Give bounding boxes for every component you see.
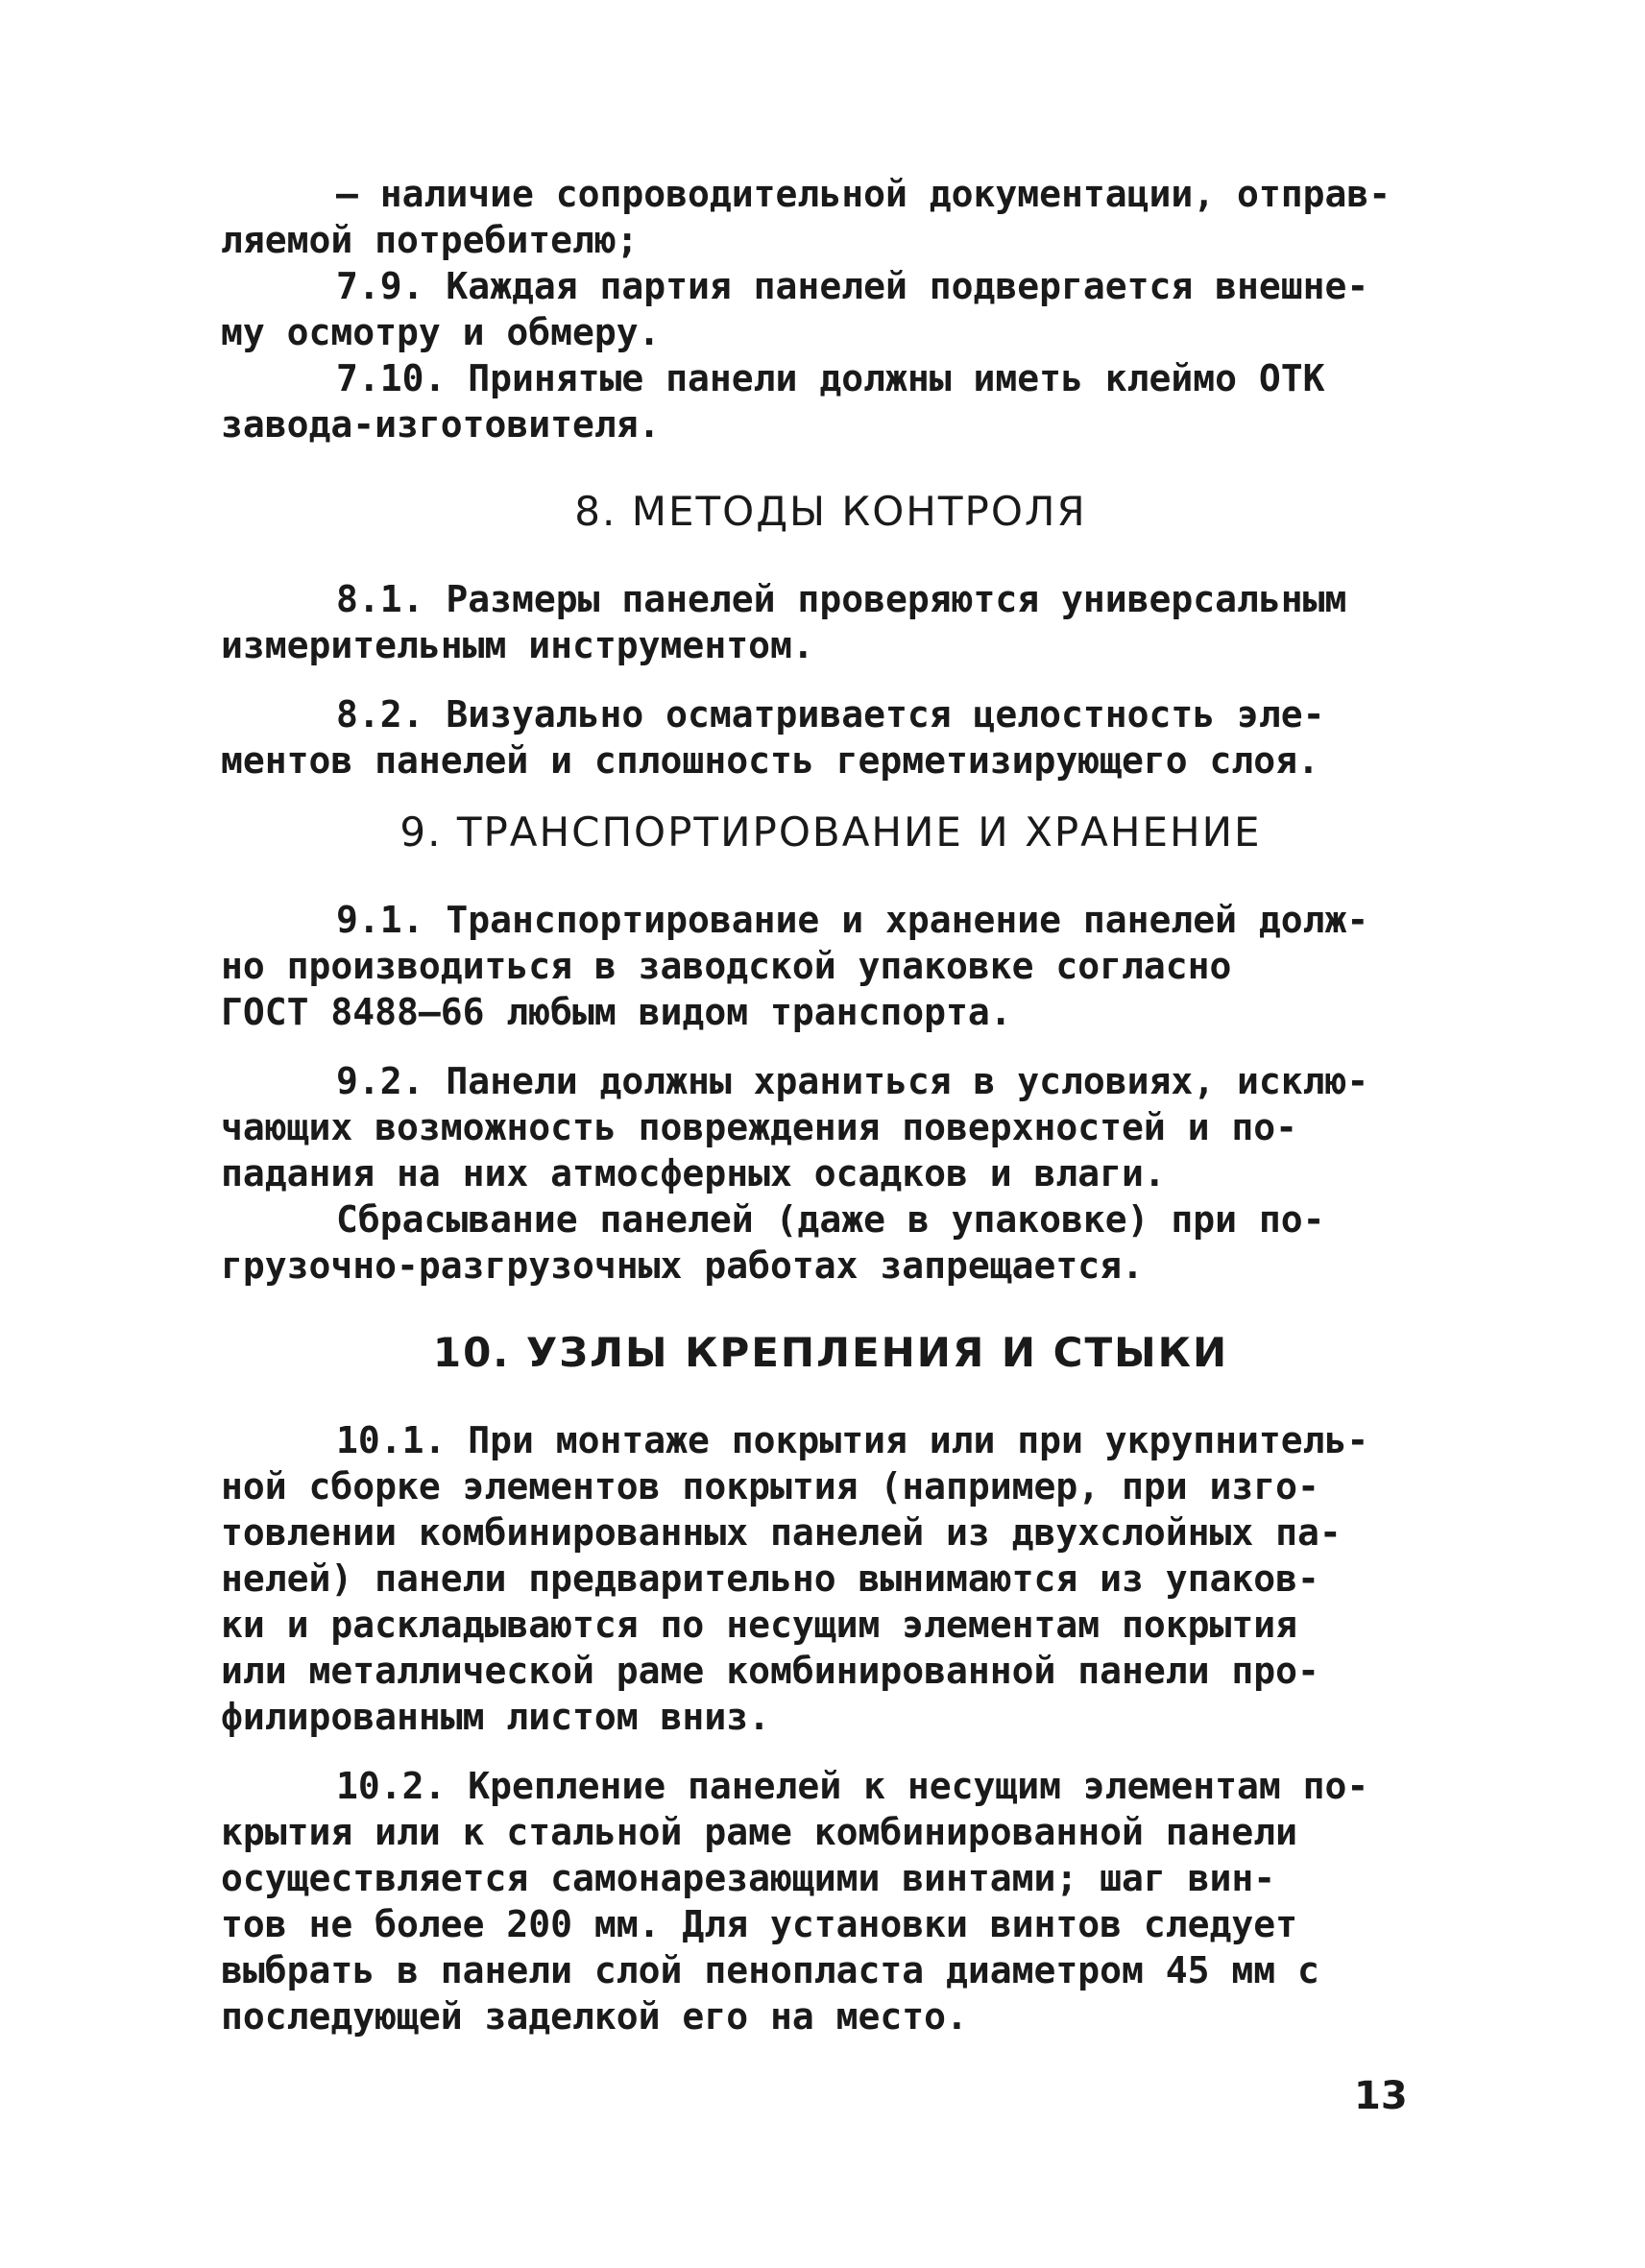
- text-line: ки и раскладываются по несущим элементам покрытия: [221, 1604, 1298, 1646]
- paragraph-10-1: 10.1. При монтаже покрытия или при укрупнитель-: [336, 1419, 1369, 1461]
- text-line: или металлической раме комбинированной панели про-: [221, 1650, 1319, 1692]
- paragraph-9-2: 9.2. Панели должны храниться в условиях, исклю-: [336, 1060, 1369, 1102]
- text-line: завода-изготовителя.: [221, 403, 661, 446]
- text-line: последующей заделкой его на место.: [221, 1995, 968, 2038]
- paragraph-8-1: 8.1. Размеры панелей проверяются универсальным: [336, 578, 1347, 620]
- text-line: крытия или к стальной раме комбинированной панели: [221, 1811, 1298, 1853]
- paragraph-9-3: Сбрасывание панелей (даже в упаковке) при по-: [336, 1198, 1325, 1241]
- text-line: чающих возможность повреждения поверхностей и по-: [221, 1106, 1298, 1148]
- text-line: но производиться в заводской упаковке согласно: [221, 945, 1232, 987]
- text-line: му осмотру и обмеру.: [221, 311, 661, 353]
- paragraph-8-2: 8.2. Визуально осматривается целостность эле-: [336, 693, 1325, 736]
- paragraph-7-10: 7.10. Принятые панели должны иметь клеймо ОТК: [336, 357, 1325, 399]
- text-line: ментов панелей и сплошность герметизирующего слоя.: [221, 739, 1319, 782]
- text-line: – наличие сопроводительной документации, отправ-: [336, 173, 1391, 215]
- paragraph-7-9: 7.9. Каждая партия панелей подвергается внешне-: [336, 265, 1369, 307]
- text-line: товлении комбинированных панелей из двухслойных па-: [221, 1511, 1342, 1554]
- text-line: падания на них атмосферных осадков и влаги.: [221, 1152, 1166, 1194]
- text-line: осуществляется самонарезающими винтами; шаг вин-: [221, 1857, 1276, 1899]
- text-line: ляемой потребителю;: [221, 219, 639, 261]
- section-10-title: 10. УЗЛЫ КРЕПЛЕНИЯ И СТЫКИ: [432, 1329, 1229, 1376]
- text-line: тов не более 200 мм. Для установки винтов следует: [221, 1903, 1298, 1945]
- paragraph-10-2: 10.2. Крепление панелей к несущим элементам по-: [336, 1765, 1369, 1807]
- paragraph-9-1: 9.1. Транспортирование и хранение панелей долж-: [336, 899, 1369, 941]
- section-8-title: 8. МЕТОДЫ КОНТРОЛЯ: [574, 488, 1087, 535]
- page-number: 13: [1354, 2074, 1408, 2118]
- text-line: ной сборке элементов покрытия (например, при изго-: [221, 1465, 1319, 1508]
- text-line: грузочно-разгрузочных работах запрещается.: [221, 1244, 1144, 1287]
- text-line: ГОСТ 8488–66 любым видом транспорта.: [221, 991, 1012, 1033]
- document-page: [221, 171, 1431, 2039]
- text-line: нелей) панели предварительно вынимаются из упаков-: [221, 1557, 1319, 1600]
- section-9-title: 9. ТРАНСПОРТИРОВАНИЕ И ХРАНЕНИЕ: [399, 808, 1262, 856]
- text-line: измерительным инструментом.: [221, 624, 814, 666]
- text-line: выбрать в панели слой пенопласта диаметром 45 мм с: [221, 1949, 1319, 1991]
- text-line: филированным листом вниз.: [221, 1696, 770, 1738]
